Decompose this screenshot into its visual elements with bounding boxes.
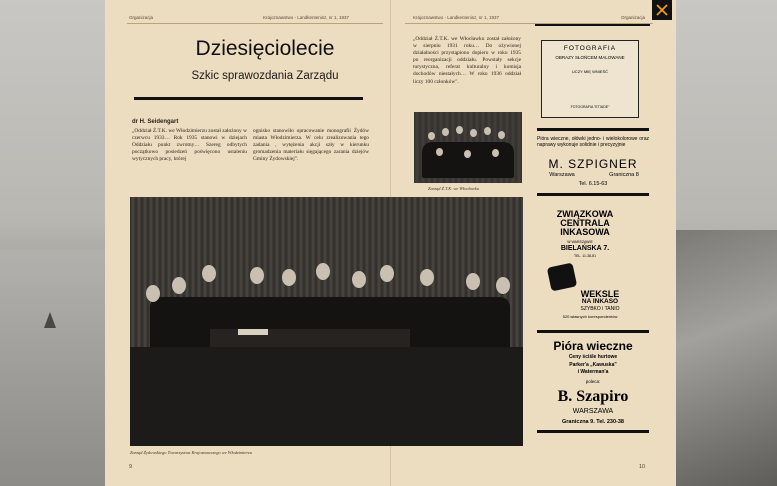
background-sea: [0, 250, 105, 486]
ad-rule-2: [537, 193, 649, 196]
ad-rule-top: [535, 24, 650, 26]
page-number-right: 10: [639, 464, 646, 470]
header-left-issue: Krajoznawstwo - Landkentenisz, nr 1, 1937: [263, 15, 350, 20]
ad-rule-3: [537, 330, 649, 333]
ad-szapiro-addr: Graniczna 9. Tel. 230-38: [562, 419, 624, 425]
ad-szapiro-line1: Pióra wieczne: [553, 339, 633, 353]
article-column-1: „Oddział Ż.T.K. we Włodzimierzu został założony w czerwcu 1933… Rok 1935 stanowi w dziejach Oddziału punkt zwrotny… Szereg odbytych początkowo posiedzeń poświęcono ustaleniu wytycznych pracy, której: [132, 128, 247, 163]
ad-szapiro-city: WARSZAWA: [572, 408, 614, 415]
sailboat: [44, 312, 56, 328]
ad-weksle-line10: 520 własnych korespondentów: [562, 314, 618, 319]
ad-weksle-line4: W WARSZAWIE: [567, 240, 593, 244]
ad-weksle-line2: CENTRALA: [560, 218, 610, 228]
close-button[interactable]: [652, 0, 672, 20]
photo-wlodzimierz: [130, 197, 523, 446]
big-photo-caption: Zarząd Żydowskiego Towarzystwa Krajoznawczego we Włodzimierzu: [130, 450, 252, 455]
photo-wloclawek: [414, 112, 522, 183]
ad-szpigner-street: Graniczna 8: [609, 172, 639, 178]
ad-szapiro-line4: i Waterman'a: [577, 369, 609, 375]
ad-weksle-line3: INKASOWA: [560, 227, 610, 237]
ad-szapiro-line5: poleca:: [585, 379, 601, 384]
ad-szpigner-city: Warszawa: [549, 172, 575, 178]
header-left-section: Organizacja: [129, 15, 154, 20]
ad-weksle: [545, 203, 635, 321]
ad-szpigner-desc: Pióra wieczne, ołówki jedno- i wielokolorowe oraz naprawy wykonuje solidnie i precyzyjnie: [537, 136, 649, 148]
header-right-section: Organizacja: [621, 15, 646, 20]
ad-weksle-line6: TEL. 11-38-81: [573, 254, 597, 258]
ad-weksle-line7: WEKSLE: [580, 289, 620, 299]
ad-foto-line3: UCZY MIĘ WNIEŚĆ: [571, 69, 609, 74]
article-column-3: „Oddział Ż.T.K. we Włocławku został założony w sierpniu 1931 roku… Do ożywionej działalności przystąpiono dopiero w roku 1935 po reorganizacji oddziału. Powstały sekcje turystyczna, referat kulturalny i komisja dochodów niestałych… W roku 1936 oddział liczy 100 członków".: [413, 36, 521, 85]
ad-szpigner-name: M. SZPIGNER: [548, 157, 638, 171]
article-title: Dziesięciolecie: [195, 37, 335, 60]
ad-szapiro-line3: Parker'a „Kawuska": [569, 362, 617, 368]
header-rule-left: [127, 23, 383, 24]
title-rule: [134, 97, 363, 100]
ad-szapiro-line2: Ceny ściśle hurtowe: [568, 354, 618, 360]
ad-weksle-line9: SZYBKO i TANIO: [580, 306, 620, 312]
header-right-issue: Krajoznawstwo - Landkentenisz, nr 1, 1937: [413, 15, 500, 20]
page-number-left: 9: [129, 464, 133, 470]
ad-szapiro-name: B. Szapiro: [557, 388, 629, 405]
ad-weksle-line8: NA INKASO: [581, 298, 619, 305]
close-icon: [655, 3, 669, 17]
article-subtitle: Szkic sprawozdania Zarządu: [191, 70, 339, 82]
ad-szpigner-tel: Tel. 6.15-63: [578, 181, 608, 187]
article-column-2: ognisko stanowiło opracowanie monografii Żydów miasta Włodzimierza. W celu zrealizowania tego zadania , wytężenia akcji szły w kierunku gromadzenia materiału sięgającego zarania dziejów Gminy Żydowskiej".: [253, 128, 369, 163]
magazine-spread: [105, 0, 676, 486]
ad-foto-line4: FOTOGRAFIA "ETIUDE": [570, 105, 610, 109]
hand-illustration: [547, 263, 577, 292]
ad-weksle-line1: ZWIĄZKOWA: [556, 209, 614, 219]
ad-foto-line2: OBRAZY SŁOŃCEM MALOWANE: [555, 55, 625, 60]
article-author: dr H. Seidengart: [132, 119, 179, 125]
ad-rule-4: [537, 430, 649, 433]
small-photo-caption: Zarząd Ż.T.K. we Włocławku: [428, 186, 479, 191]
ad-fotografia: [541, 40, 639, 118]
ad-weksle-line5: BIELAŃSKA 7.: [560, 245, 610, 252]
background-hills: [671, 230, 777, 486]
ad-foto-line1: FOTOGRAFIA: [563, 45, 617, 52]
ad-rule-1: [537, 128, 649, 131]
